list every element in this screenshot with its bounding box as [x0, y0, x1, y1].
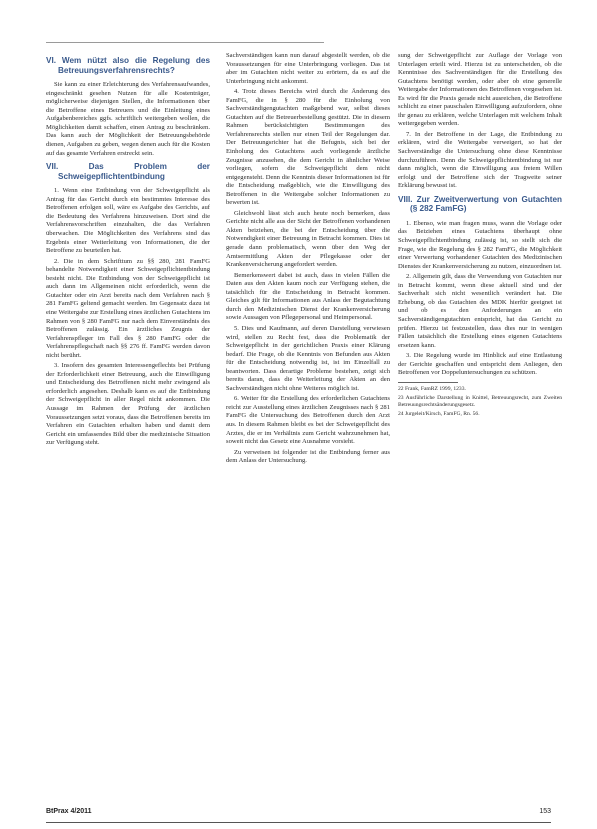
section-heading-vii: VII. Das Problem der Schweigepflichtentbindung [46, 162, 210, 181]
paragraph: 4. Trotz dieses Bereichs wird durch die Änderung des FamFG, die in § 280 für die Einholung von Sachverständigengutachten maßgebend war, selbst dieses Gutachten auf die Betreuerbestellung gestützt. Die in diesem Rahmen berücksichtigten Bestimmungen des Verfahrensrechts stellen nur einen Teil der Regelungen dar. Der Betreuungsrichter hat die Befugnis, sich bei der Einholung des Gutachtens auch vorliegende ärztliche Zeugnisse anzusehen, die dem Gericht in ähnlicher Weise vorliegen, sofern die Schweigepflicht dem nicht entgegensteht. Denn die Kenntnis dieser Informationen ist für die Entscheidung maßgeblich, wie die Einwilligung des Betroffenen in die Weitergabe solcher Informationen zu bewerten ist. [226, 88, 390, 207]
paragraph: sung der Schweigepflicht zur Auflage der Vorlage von Unterlagen erteilt wird. Hierzu ist zu unterscheiden, ob die Kenntnisse des Sachverständigen für die Erstellung des Gutachtens benötigt werden, oder aber ob eine generelle Weitergabe der Informationen des Betroffenen vorgesehen ist. Es wird für die Praxis gerade nicht ausreichen, die Betroffene schlicht zu einer pauschalen Einwilligung aufzufordern, ohne ihr genau zu erklären, welche Unterlagen mit welchem Inhalt weitergegeben werden. [398, 52, 562, 128]
section-heading-vi: VI. Wem nützt also die Regelung des Betreuungsverfahrensrechts? [46, 56, 210, 75]
paragraph: Bemerkenswert dabei ist auch, dass in vielen Fällen die Daten aus den Akten kaum noch zur Verfügung stehen, die tatsächlich für die Entscheidung in Betracht kommen. Gleiches gilt für Informationen aus Anlass der Begutachtung durch den Medizinischen Dienst der Krankenversicherung sowie Aussagen von Pflegepersonal und Heimpersonal. [226, 271, 390, 322]
footnote: 24 Jurgeleit/Kirsch, FamFG, Rn. 56. [398, 410, 480, 417]
paragraph: Zu verweisen ist folgender ist die Entbindung ferner aus dem Anlass der Untersuchung. [226, 448, 390, 465]
paragraph: Sachverständigen kann nun darauf abgestellt werden, ob die Voraussetzungen für eine Unterbringung vorliegen. Das ist aber im Gutachten nicht weiter zu erörtern, da es auf die Unterbringung nicht ankommt. [226, 52, 390, 85]
footnote: 22 Frank, FamRZ 1999, 1233. [398, 385, 466, 392]
column-3 [398, 52, 562, 420]
footer-rule [46, 822, 551, 823]
page-number: 153 [539, 808, 551, 815]
paragraph: 3. Insofern des gesamten Interessengeflechts bei Prüfung der Erforderlichkeit einer Betreuung, auch die Einwilligung und Entscheidung des Betroffenen nicht mehr zwingend als erforderlich angesehen. Deshalb kann es auf die Entbindung der Schweigepflicht in aller Regel nicht ankommen. Die Aussage im Rahmen der Prüfung der ärztlichen Voraussetzungen setzt voraus, dass die Betroffenen bereits im Verfahren ein Gutachten erhalten haben und damit dem Gericht ein umfassendes Bild über die medizinische Situation zur Verfügung steht. [46, 362, 210, 447]
paragraph: 7. In der Betroffene in der Lage, die Entbindung zu erklären, wird die Weitergabe verweigert, so hat der Sachverständige die Untersuchung ohne diese Kenntnisse durchzuführen. Denn die Schweigepflichtentbindung ist nur dann möglich, wenn die Einwilligung aus freiem Willen erfolgt und der Betroffene sich der Tragweite seiner Erklärung bewusst ist. [398, 130, 562, 190]
column-1 [46, 52, 210, 450]
paragraph: 2. Allgemein gilt, dass die Verwendung von Gutachten nur in Betracht kommt, wenn diese aktuell sind und der Sachverhalt sich nicht wesentlich verändert hat. Die Erhebung, ob das Gutachten des MDK hierfür geeignet ist und ob es den Anforderungen an ein Sachverständigengutachten entspricht, hat das Gericht zu prüfen. Hierzu ist festzustellen, dass dies nur in wenigen Fällen tatsächlich die Erstellung eines eigenen Gutachtens ersetzen kann. [398, 273, 562, 349]
top-rule [46, 42, 324, 43]
paragraph: 5. Dies und Kaufmann, auf deren Darstellung verwiesen wird, stellen zu Recht fest, dass die Problematik der Schweigepflicht in der gerichtlichen Praxis einer Klärung bedarf. Die Frage, ob die Kenntnis von Befunden aus Akten für die Entscheidung notwendig ist, ist im Einzelfall zu beantworten. Dass derartige Probleme bestehen, zeigt sich bereits daran, dass die Weiterleitung der Akten an den Sachverständigen nicht ohne Weiteres möglich ist. [226, 324, 390, 392]
column-2 [226, 52, 390, 468]
paragraph: Gleichwohl lässt sich auch heute noch bemerken, dass Gerichte nicht alle aus der Sicht der Betroffenen vorhandenen Akten beiziehen, die bei der Entscheidung über die Notwendigkeit einer Betreuung in Betracht kommen. Dies ist gerade dann problematisch, wenn über den Weg der Amtsermittlung Akten der Pflegekasse oder der Krankenversicherung angefordert werden. [226, 209, 390, 269]
paragraph: 1. Wenn eine Entbindung von der Schweigepflicht als Antrag für das Gericht durch ein bestimmtes Interesse des Betroffenen erfolgen soll, wäre es Aufgabe des Gerichts, auf die Bedeutung des Verfahrens hinzuweisen. Dort sind die Verfahrensvorschriften einzuhalten, die das Verfahren überwachen. Die Möglichkeiten des Verfahrens sind das Ergebnis einer Weiterleitung von Informationen, die der Betroffene zu beurteilen hat. [46, 187, 210, 255]
footnote-rule [398, 382, 458, 383]
journal-issue: BtPrax 4/2011 [46, 808, 92, 815]
paragraph: Sie kann zu einer Erleichterung des Verfahrensaufwandes, eingeschränkt gesehen Nutzen für alle Kostenträger, möglicherweise diejenigen Stellen, die Informationen über die Betroffene eines Betreuers und die Einleitung eines Aufgabenbereiches ggfs. schriftlich weitergeben wollen, die Möglichkeiten damit schaffen, einen Antrag zu beschränken. Das kann auch der Möglichkeit der Betreuungsbehörde dienen, Aufgaben zu geben, wegen denen auch für die Kosten auf das gesamte Verfahren erstreckt sein. [46, 81, 210, 157]
paragraph: 6. Weiter für die Erstellung des erforderlichen Gutachtens reicht zur Ausstellung eines ärztlichen Zeugnisses nach § 281 FamFG die Untersuchung des Betroffenen durch den Arzt aus. In diesem Rahmen bleibt es bei der Schweigepflicht des Arztes, die er im Verhältnis zum Gericht wahrzunehmen hat, soweit nicht das Gesetz eine Ausnahme vorsieht. [226, 395, 390, 446]
paragraph: 2. Die in dem Schrifttum zu §§ 280, 281 FamFG behandelte Notwendigkeit einer Schweigepflichtentbindung besteht nicht. Die Entbindung von der Schweigepflicht ist auch dann im Allgemeinen nicht erforderlich, wenn die Gutachter oder ein Arzt bereits nach dem Verfahren nach § 281 FamFG geltend gemacht werden. Im Gegensatz dazu ist eine Weitergabe zur Erstellung eines ärztlichen Gutachtens im Rahmen von § 280 FamFG nur nach dem Einverständnis des Betroffenen zulässig. Ein ärztliches Zeugnis der Verfahrenspfleger im Fall des § 280 FamFG oder die Verfahrenspflegschaft nach §§ 276 ff. FamFG werden davon nicht berührt. [46, 257, 210, 359]
section-heading-viii: VIII. Zur Zweitverwertung von Gutachten (§ 282 FamFG) [398, 194, 562, 214]
paragraph: 3. Die Regelung wurde im Hinblick auf eine Entlastung der Gerichte geschaffen und entspricht dem Anliegen, den Betroffenen vor Doppeluntersuchungen zu schützen. [398, 352, 562, 377]
paragraph: 1. Ebenso, wie man fragen muss, wann die Vorlage oder das Beiziehen eines Gutachtens überhaupt ohne Schweigepflichtentbindung zulässig ist, so stellt sich die Frage, wie die Regelung des § 282 FamFG, die Möglichkeit einer Verwertung vorhandener Gutachten des Medizinischen Dienstes der Krankenversicherung zu nutzen, einzuordnen ist. [398, 219, 562, 270]
footnote: 23 Ausführliche Darstellung in Knittel, Betreuungsrecht, zum Zweiten Betreuungsrechtsänderungsgesetz. [398, 394, 562, 408]
